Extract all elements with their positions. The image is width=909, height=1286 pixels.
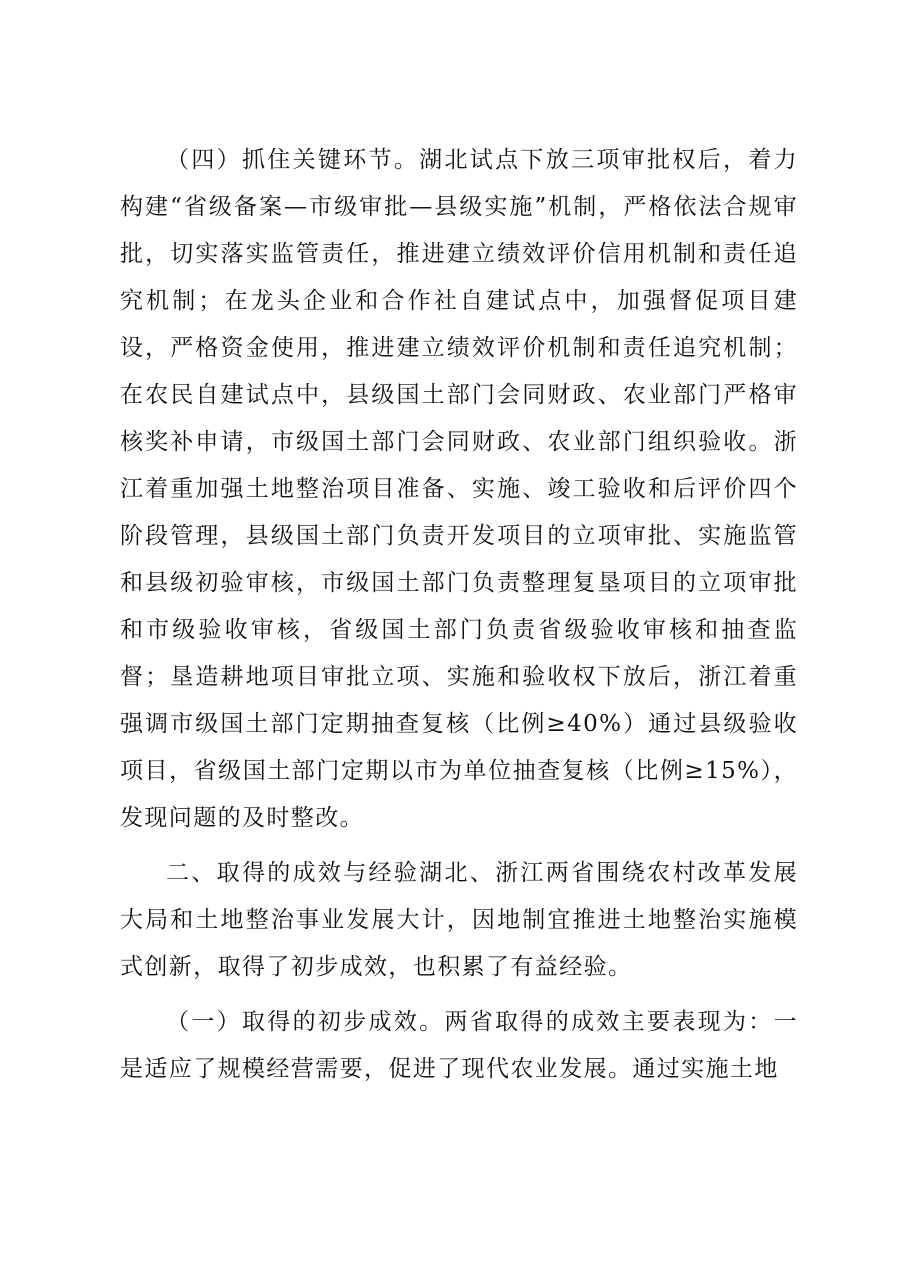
paragraph-results-and-experience: 二、取得的成效与经验湖北、浙江两省围绕农村改革发展大局和土地整治事业发展大计，因地制宜推进土地整治实施模式创新，取得了初步成效，也积累了有益经验。	[120, 860, 798, 980]
paragraph-initial-results: （一）取得的初步成效。两省取得的成效主要表现为：一是适应了规模经营需要，促进了现代农业发展。通过实施土地	[120, 1009, 798, 1082]
paragraph-key-links: （四）抓住关键环节。湖北试点下放三项审批权后，着力构建“省级备案—市级审批—县级实施”机制，严格依法合规审批，切实落实监管责任，推进建立绩效评价信用机制和责任追究机制；在龙头企业和合作社自建试点中，加强督促项目建设，严格资金使用，推进建立绩效评价机制和责任追究机制；在农民自建试点中，县级国土部门会同财政、农业部门严格审核奖补申请，市级国土部门会同财政、农业部门组织验收。浙江着重加强土地整治项目准备、实施、竣工验收和后评价四个阶段管理，县级国土部门负责开发项目的立项审批、实施监管和县级初验审核，市级国土部门负责整理复垦项目的立项审批和市级验收审核，省级国土部门负责省级验收审核和抽查监督；垦造耕地项目审批立项、实施和验收权下放后，浙江着重强调市级国土部门定期抽查复核（比例≥40%）通过县级验收项目，省级国土部门定期以市为单位抽查复核（比例≥15%），发现问题的及时整改。	[120, 147, 798, 831]
document-page	[120, 137, 798, 1093]
